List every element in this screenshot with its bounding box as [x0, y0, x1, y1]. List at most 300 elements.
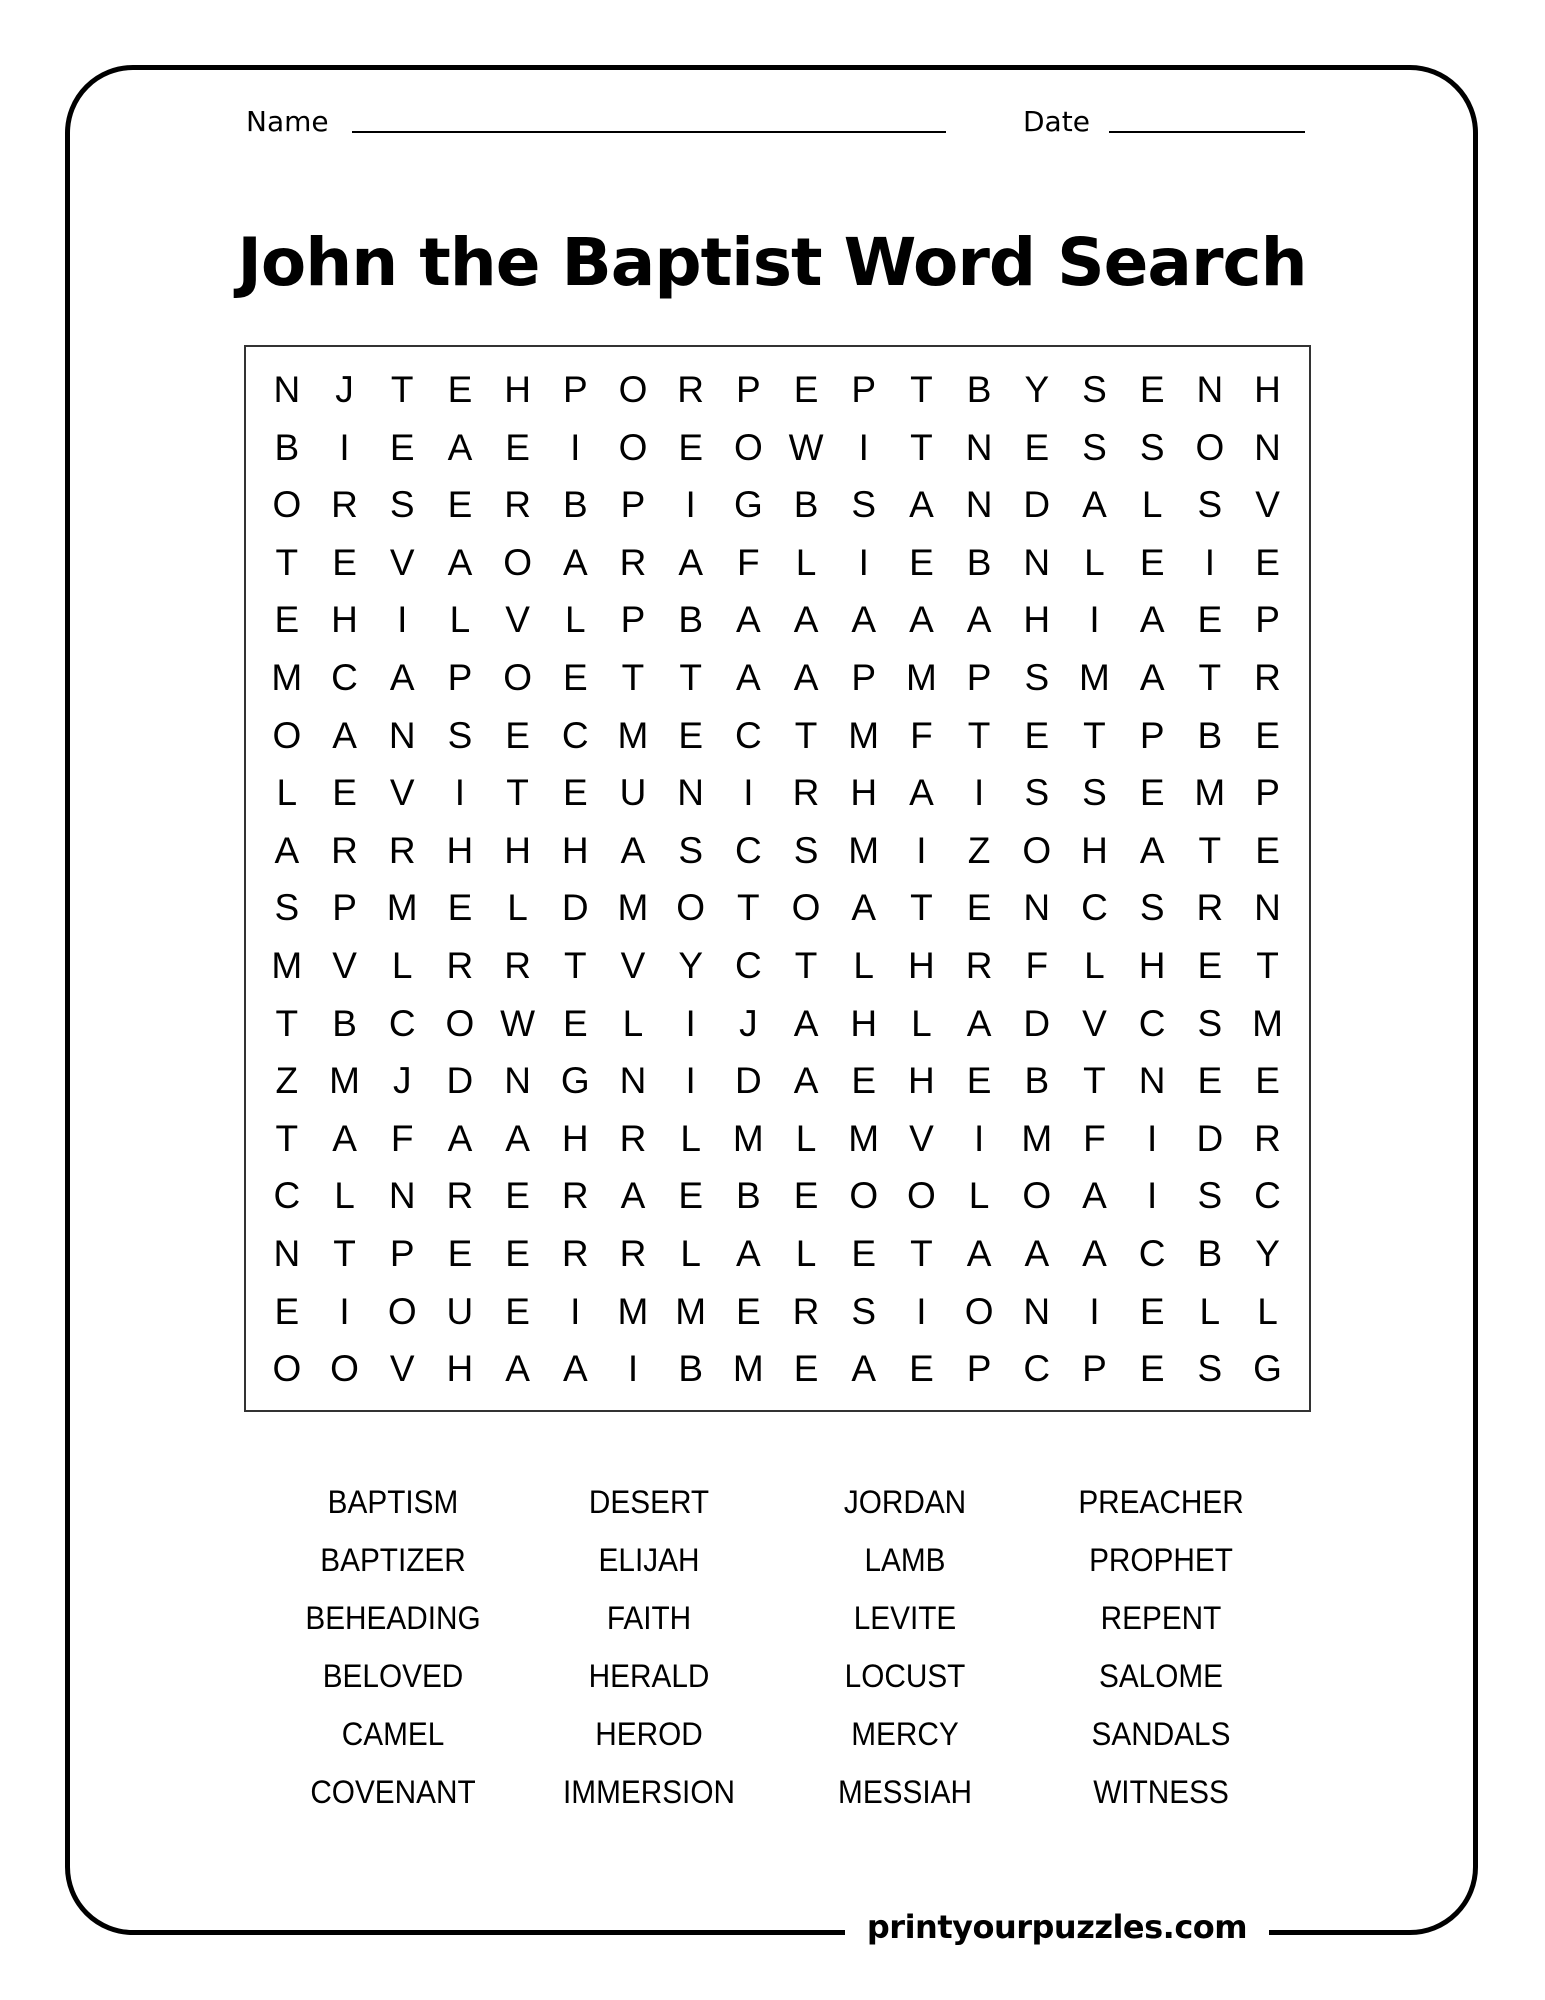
grid-letter[interactable]: V: [505, 599, 530, 641]
grid-letter[interactable]: B: [966, 369, 992, 410]
grid-letter[interactable]: B: [678, 1348, 703, 1390]
grid-letter[interactable]: E: [562, 1002, 588, 1044]
grid-letter[interactable]: T: [737, 887, 760, 929]
grid-letter[interactable]: M: [617, 1290, 649, 1332]
grid-letter[interactable]: A: [1139, 656, 1165, 698]
grid-letter[interactable]: D: [1196, 1117, 1224, 1159]
date-field-line[interactable]: [1109, 131, 1305, 133]
grid-letter[interactable]: O: [849, 1175, 879, 1217]
grid-letter[interactable]: A: [447, 426, 473, 468]
grid-letter[interactable]: E: [447, 887, 473, 929]
grid-letter[interactable]: L: [507, 887, 528, 929]
grid-letter[interactable]: O: [445, 1002, 475, 1044]
grid-letter[interactable]: P: [1139, 714, 1165, 756]
grid-letter[interactable]: L: [795, 1117, 817, 1159]
grid-letter[interactable]: U: [619, 772, 647, 814]
grid-letter[interactable]: N: [965, 484, 993, 526]
grid-letter[interactable]: E: [447, 1232, 473, 1274]
grid-letter[interactable]: E: [793, 1348, 819, 1390]
grid-letter[interactable]: N: [1254, 426, 1281, 468]
grid-letter[interactable]: E: [447, 369, 473, 410]
grid-letter[interactable]: A: [966, 1232, 992, 1274]
grid-letter[interactable]: T: [1083, 714, 1106, 756]
grid-letter[interactable]: F: [737, 541, 760, 583]
grid-letter[interactable]: B: [736, 1175, 761, 1217]
grid-letter[interactable]: R: [619, 1117, 647, 1159]
grid-letter[interactable]: E: [332, 772, 357, 814]
grid-letter[interactable]: E: [562, 656, 588, 698]
grid-letter[interactable]: M: [732, 1348, 764, 1390]
grid-letter[interactable]: S: [1082, 369, 1107, 410]
grid-letter[interactable]: O: [791, 887, 821, 929]
grid-letter[interactable]: O: [272, 1348, 302, 1390]
grid-letter[interactable]: E: [447, 484, 473, 526]
grid-letter[interactable]: O: [1195, 426, 1225, 468]
grid-letter[interactable]: L: [1084, 541, 1105, 583]
grid-letter[interactable]: A: [332, 1117, 357, 1159]
grid-letter[interactable]: E: [909, 541, 934, 583]
grid-letter[interactable]: I: [627, 1348, 639, 1390]
grid-letter[interactable]: N: [1023, 1290, 1051, 1332]
grid-letter[interactable]: I: [858, 541, 869, 583]
grid-letter[interactable]: B: [332, 1002, 357, 1044]
grid-letter[interactable]: A: [678, 541, 703, 583]
grid-letter[interactable]: M: [617, 714, 649, 756]
grid-letter[interactable]: Z: [967, 829, 991, 871]
grid-letter[interactable]: E: [505, 426, 530, 468]
grid-letter[interactable]: C: [734, 944, 762, 986]
grid-letter[interactable]: R: [619, 1232, 647, 1274]
grid-letter[interactable]: R: [504, 484, 531, 526]
grid-letter[interactable]: S: [1139, 887, 1165, 929]
grid-letter[interactable]: S: [1197, 1348, 1223, 1390]
grid-letter[interactable]: A: [851, 887, 877, 929]
grid-letter[interactable]: S: [1197, 1002, 1223, 1044]
grid-letter[interactable]: A: [1139, 829, 1165, 871]
grid-letter[interactable]: V: [1255, 484, 1280, 526]
grid-letter[interactable]: H: [1023, 599, 1051, 641]
grid-letter[interactable]: V: [389, 772, 415, 814]
grid-letter[interactable]: M: [329, 1060, 360, 1102]
grid-letter[interactable]: C: [734, 714, 762, 756]
grid-letter[interactable]: N: [273, 1232, 301, 1274]
grid-letter[interactable]: O: [676, 887, 706, 929]
grid-letter[interactable]: T: [1198, 656, 1222, 698]
grid-letter[interactable]: M: [848, 714, 880, 756]
grid-letter[interactable]: B: [793, 484, 819, 526]
grid-letter[interactable]: T: [794, 714, 818, 756]
grid-letter[interactable]: F: [910, 714, 933, 756]
grid-letter[interactable]: R: [446, 1175, 474, 1217]
grid-letter[interactable]: H: [561, 1117, 589, 1159]
grid-letter[interactable]: J: [392, 1060, 412, 1102]
grid-letter[interactable]: E: [966, 887, 992, 929]
grid-letter[interactable]: Y: [1255, 1232, 1280, 1274]
grid-letter[interactable]: H: [850, 1002, 878, 1044]
grid-letter[interactable]: I: [570, 1290, 581, 1332]
grid-letter[interactable]: H: [561, 829, 589, 871]
grid-letter[interactable]: E: [562, 772, 588, 814]
grid-letter[interactable]: H: [1138, 944, 1166, 986]
grid-letter[interactable]: S: [274, 887, 300, 929]
grid-letter[interactable]: A: [851, 599, 877, 641]
grid-letter[interactable]: C: [1081, 887, 1108, 929]
grid-letter[interactable]: E: [1024, 426, 1050, 468]
grid-letter[interactable]: A: [505, 1117, 530, 1159]
grid-letter[interactable]: T: [679, 656, 702, 698]
grid-letter[interactable]: P: [736, 369, 761, 410]
grid-letter[interactable]: S: [678, 829, 703, 871]
grid-letter[interactable]: A: [793, 656, 819, 698]
grid-letter[interactable]: L: [276, 772, 298, 814]
grid-letter[interactable]: A: [736, 656, 761, 698]
grid-letter[interactable]: A: [736, 1232, 761, 1274]
grid-letter[interactable]: B: [966, 541, 992, 583]
grid-letter[interactable]: C: [273, 1175, 301, 1217]
grid-letter[interactable]: J: [739, 1002, 758, 1044]
grid-letter[interactable]: N: [388, 714, 416, 756]
grid-letter[interactable]: L: [1257, 1290, 1278, 1332]
grid-letter[interactable]: I: [570, 426, 581, 468]
grid-letter[interactable]: F: [390, 1117, 414, 1159]
grid-letter[interactable]: S: [1197, 1175, 1223, 1217]
grid-letter[interactable]: O: [330, 1348, 359, 1390]
grid-letter[interactable]: A: [1082, 1175, 1107, 1217]
grid-letter[interactable]: A: [909, 599, 934, 641]
grid-letter[interactable]: E: [966, 1060, 992, 1102]
grid-letter[interactable]: P: [447, 656, 473, 698]
grid-letter[interactable]: E: [909, 1348, 934, 1390]
grid-letter[interactable]: T: [390, 369, 414, 410]
grid-letter[interactable]: O: [964, 1290, 994, 1332]
grid-letter[interactable]: E: [1024, 714, 1050, 756]
grid-letter[interactable]: Y: [1024, 369, 1050, 410]
grid-letter[interactable]: A: [1082, 1232, 1107, 1274]
grid-letter[interactable]: V: [389, 1348, 415, 1390]
grid-letter[interactable]: D: [1023, 484, 1051, 526]
grid-letter[interactable]: C: [1138, 1002, 1166, 1044]
grid-letter[interactable]: E: [1255, 1060, 1280, 1102]
grid-letter[interactable]: L: [449, 599, 471, 641]
grid-letter[interactable]: A: [736, 599, 761, 641]
grid-letter[interactable]: Z: [275, 1060, 299, 1102]
grid-letter[interactable]: R: [619, 541, 647, 583]
grid-letter[interactable]: S: [389, 484, 415, 526]
grid-letter[interactable]: N: [1138, 1060, 1166, 1102]
grid-letter[interactable]: H: [504, 369, 531, 410]
grid-letter[interactable]: L: [795, 541, 817, 583]
grid-letter[interactable]: E: [1255, 541, 1280, 583]
grid-letter[interactable]: N: [1023, 887, 1051, 929]
grid-letter[interactable]: D: [734, 1060, 762, 1102]
grid-letter[interactable]: R: [792, 772, 820, 814]
grid-letter[interactable]: E: [1139, 772, 1165, 814]
grid-letter[interactable]: P: [332, 887, 357, 929]
grid-letter[interactable]: E: [678, 1175, 703, 1217]
grid-letter[interactable]: H: [331, 599, 358, 641]
grid-letter[interactable]: R: [331, 829, 358, 871]
grid-letter[interactable]: A: [793, 599, 819, 641]
grid-letter[interactable]: A: [966, 599, 992, 641]
grid-letter[interactable]: I: [1089, 599, 1100, 641]
grid-letter[interactable]: M: [271, 944, 303, 986]
grid-letter[interactable]: I: [339, 1290, 350, 1332]
grid-letter[interactable]: T: [910, 369, 933, 410]
grid-letter[interactable]: O: [387, 1290, 417, 1332]
grid-letter[interactable]: T: [1256, 944, 1279, 986]
grid-letter[interactable]: O: [503, 541, 532, 583]
grid-letter[interactable]: L: [853, 944, 874, 986]
grid-letter[interactable]: S: [793, 829, 819, 871]
grid-letter[interactable]: E: [793, 1175, 819, 1217]
grid-letter[interactable]: E: [274, 599, 300, 641]
grid-letter[interactable]: G: [733, 484, 763, 526]
grid-letter[interactable]: H: [446, 829, 474, 871]
grid-letter[interactable]: Y: [678, 944, 703, 986]
grid-letter[interactable]: P: [389, 1232, 415, 1274]
grid-letter[interactable]: C: [1138, 1232, 1166, 1274]
grid-letter[interactable]: L: [911, 1002, 932, 1044]
grid-letter[interactable]: A: [909, 484, 934, 526]
grid-letter[interactable]: C: [388, 1002, 416, 1044]
grid-letter[interactable]: H: [446, 1348, 474, 1390]
grid-letter[interactable]: P: [966, 1348, 992, 1390]
grid-letter[interactable]: A: [389, 656, 415, 698]
grid-letter[interactable]: N: [1023, 541, 1051, 583]
grid-letter[interactable]: A: [1082, 484, 1107, 526]
grid-letter[interactable]: P: [966, 656, 992, 698]
grid-letter[interactable]: S: [1139, 426, 1165, 468]
grid-letter[interactable]: M: [848, 1117, 880, 1159]
grid-letter[interactable]: A: [620, 829, 646, 871]
grid-letter[interactable]: A: [1139, 599, 1165, 641]
grid-letter[interactable]: H: [1254, 369, 1281, 410]
grid-letter[interactable]: E: [389, 426, 415, 468]
grid-letter[interactable]: D: [1023, 1002, 1051, 1044]
grid-letter[interactable]: N: [677, 772, 705, 814]
grid-letter[interactable]: S: [851, 484, 877, 526]
grid-letter[interactable]: I: [858, 426, 869, 468]
grid-letter[interactable]: F: [1083, 1117, 1106, 1159]
grid-letter[interactable]: I: [339, 426, 350, 468]
grid-letter[interactable]: A: [1024, 1232, 1050, 1274]
grid-letter[interactable]: H: [908, 944, 935, 986]
grid-letter[interactable]: E: [851, 1060, 877, 1102]
grid-letter[interactable]: E: [736, 1290, 761, 1332]
grid-letter[interactable]: S: [447, 714, 473, 756]
grid-letter[interactable]: R: [1254, 1117, 1281, 1159]
grid-letter[interactable]: E: [1255, 829, 1280, 871]
grid-letter[interactable]: O: [1022, 829, 1052, 871]
grid-letter[interactable]: O: [907, 1175, 936, 1217]
grid-letter[interactable]: B: [274, 426, 300, 468]
grid-letter[interactable]: E: [793, 369, 819, 410]
grid-letter[interactable]: R: [561, 1232, 589, 1274]
grid-letter[interactable]: V: [909, 1117, 934, 1159]
grid-letter[interactable]: B: [1197, 1232, 1223, 1274]
grid-letter[interactable]: E: [1139, 369, 1165, 410]
grid-letter[interactable]: A: [447, 1117, 473, 1159]
grid-letter[interactable]: T: [910, 887, 933, 929]
grid-letter[interactable]: E: [1197, 944, 1223, 986]
grid-letter[interactable]: B: [678, 599, 703, 641]
grid-letter[interactable]: G: [1253, 1348, 1282, 1390]
grid-letter[interactable]: L: [334, 1175, 355, 1217]
grid-letter[interactable]: T: [910, 426, 933, 468]
grid-letter[interactable]: E: [505, 1175, 530, 1217]
grid-letter[interactable]: S: [1024, 656, 1050, 698]
name-field-line[interactable]: [352, 131, 946, 133]
grid-letter[interactable]: E: [505, 714, 530, 756]
grid-letter[interactable]: L: [795, 1232, 817, 1274]
grid-letter[interactable]: I: [916, 829, 927, 871]
grid-letter[interactable]: T: [910, 1232, 933, 1274]
grid-letter[interactable]: I: [397, 599, 408, 641]
grid-letter[interactable]: P: [851, 369, 877, 410]
grid-letter[interactable]: N: [1196, 369, 1224, 410]
grid-letter[interactable]: L: [1084, 944, 1105, 986]
grid-letter[interactable]: M: [905, 656, 937, 698]
grid-letter[interactable]: N: [1254, 887, 1281, 929]
grid-letter[interactable]: C: [734, 829, 762, 871]
grid-letter[interactable]: I: [973, 772, 985, 814]
grid-letter[interactable]: O: [618, 426, 648, 468]
grid-letter[interactable]: E: [1139, 1348, 1165, 1390]
grid-letter[interactable]: R: [1196, 887, 1224, 929]
grid-letter[interactable]: R: [677, 369, 705, 410]
grid-letter[interactable]: D: [446, 1060, 474, 1102]
grid-letter[interactable]: D: [561, 887, 589, 929]
grid-letter[interactable]: P: [1255, 599, 1280, 641]
grid-letter[interactable]: R: [331, 484, 358, 526]
grid-letter[interactable]: I: [743, 772, 754, 814]
grid-letter[interactable]: E: [505, 1232, 530, 1274]
grid-letter[interactable]: E: [274, 1290, 300, 1332]
grid-letter[interactable]: A: [562, 541, 588, 583]
grid-letter[interactable]: N: [965, 426, 993, 468]
grid-letter[interactable]: L: [680, 1117, 701, 1159]
grid-letter[interactable]: T: [1198, 829, 1222, 871]
grid-letter[interactable]: M: [1252, 1002, 1283, 1044]
grid-letter[interactable]: L: [1199, 1290, 1221, 1332]
grid-letter[interactable]: E: [678, 714, 703, 756]
grid-letter[interactable]: L: [622, 1002, 644, 1044]
grid-letter[interactable]: R: [1254, 656, 1281, 698]
grid-letter[interactable]: O: [272, 484, 302, 526]
grid-letter[interactable]: R: [792, 1290, 820, 1332]
grid-letter[interactable]: I: [685, 1060, 696, 1102]
grid-letter[interactable]: I: [1147, 1117, 1158, 1159]
grid-letter[interactable]: I: [916, 1290, 927, 1332]
grid-letter[interactable]: M: [386, 887, 418, 929]
grid-letter[interactable]: M: [1079, 656, 1110, 698]
grid-letter[interactable]: T: [794, 944, 818, 986]
grid-letter[interactable]: E: [1255, 714, 1280, 756]
grid-letter[interactable]: A: [851, 1348, 877, 1390]
grid-letter[interactable]: F: [1025, 944, 1049, 986]
grid-letter[interactable]: L: [564, 599, 586, 641]
grid-letter[interactable]: M: [848, 829, 880, 871]
grid-letter[interactable]: R: [561, 1175, 589, 1217]
grid-letter[interactable]: S: [1082, 772, 1107, 814]
grid-letter[interactable]: N: [504, 1060, 531, 1102]
grid-letter[interactable]: A: [505, 1348, 530, 1390]
grid-letter[interactable]: V: [1082, 1002, 1107, 1044]
grid-letter[interactable]: V: [389, 541, 415, 583]
grid-letter[interactable]: V: [620, 944, 646, 986]
grid-letter[interactable]: E: [332, 541, 357, 583]
grid-letter[interactable]: M: [617, 887, 649, 929]
grid-letter[interactable]: I: [454, 772, 466, 814]
grid-letter[interactable]: E: [851, 1232, 877, 1274]
grid-letter[interactable]: V: [332, 944, 357, 986]
grid-letter[interactable]: T: [333, 1232, 356, 1274]
grid-letter[interactable]: A: [447, 541, 473, 583]
grid-letter[interactable]: S: [851, 1290, 877, 1332]
grid-letter[interactable]: A: [793, 1060, 819, 1102]
grid-letter[interactable]: O: [618, 369, 648, 410]
grid-letter[interactable]: E: [1197, 1060, 1223, 1102]
grid-letter[interactable]: P: [620, 599, 646, 641]
grid-letter[interactable]: B: [1197, 714, 1223, 756]
grid-letter[interactable]: I: [1089, 1290, 1100, 1332]
grid-letter[interactable]: W: [500, 1002, 536, 1044]
grid-letter[interactable]: A: [274, 829, 300, 871]
grid-letter[interactable]: M: [675, 1290, 707, 1332]
grid-letter[interactable]: N: [619, 1060, 647, 1102]
grid-letter[interactable]: R: [388, 829, 416, 871]
grid-letter[interactable]: I: [685, 484, 696, 526]
grid-letter[interactable]: S: [1197, 484, 1223, 526]
grid-letter[interactable]: I: [973, 1117, 985, 1159]
grid-letter[interactable]: T: [506, 772, 529, 814]
grid-letter[interactable]: T: [967, 714, 991, 756]
grid-letter[interactable]: E: [1139, 541, 1165, 583]
grid-letter[interactable]: I: [1147, 1175, 1158, 1217]
grid-letter[interactable]: E: [678, 426, 703, 468]
grid-letter[interactable]: C: [1023, 1348, 1051, 1390]
grid-letter[interactable]: O: [733, 426, 763, 468]
grid-letter[interactable]: W: [788, 426, 824, 468]
grid-letter[interactable]: E: [1197, 599, 1223, 641]
grid-letter[interactable]: T: [275, 1002, 299, 1044]
grid-letter[interactable]: A: [620, 1175, 646, 1217]
grid-letter[interactable]: N: [273, 369, 301, 410]
grid-letter[interactable]: O: [1022, 1175, 1052, 1217]
grid-letter[interactable]: J: [335, 369, 354, 410]
grid-letter[interactable]: M: [1194, 772, 1226, 814]
grid-letter[interactable]: T: [1083, 1060, 1106, 1102]
grid-letter[interactable]: U: [446, 1290, 474, 1332]
grid-letter[interactable]: N: [388, 1175, 416, 1217]
grid-letter[interactable]: T: [275, 1117, 299, 1159]
grid-letter[interactable]: L: [391, 944, 413, 986]
grid-letter[interactable]: C: [331, 656, 358, 698]
grid-letter[interactable]: A: [793, 1002, 819, 1044]
grid-letter[interactable]: M: [1021, 1117, 1053, 1159]
grid-letter[interactable]: G: [560, 1060, 590, 1102]
grid-letter[interactable]: S: [1024, 772, 1050, 814]
grid-letter[interactable]: B: [1024, 1060, 1050, 1102]
grid-letter[interactable]: P: [562, 369, 588, 410]
grid-letter[interactable]: I: [1204, 541, 1215, 583]
grid-letter[interactable]: S: [1082, 426, 1107, 468]
grid-letter[interactable]: L: [1141, 484, 1163, 526]
grid-letter[interactable]: I: [685, 1002, 696, 1044]
grid-letter[interactable]: C: [1254, 1175, 1281, 1217]
grid-letter[interactable]: P: [1255, 772, 1280, 814]
grid-letter[interactable]: M: [732, 1117, 764, 1159]
